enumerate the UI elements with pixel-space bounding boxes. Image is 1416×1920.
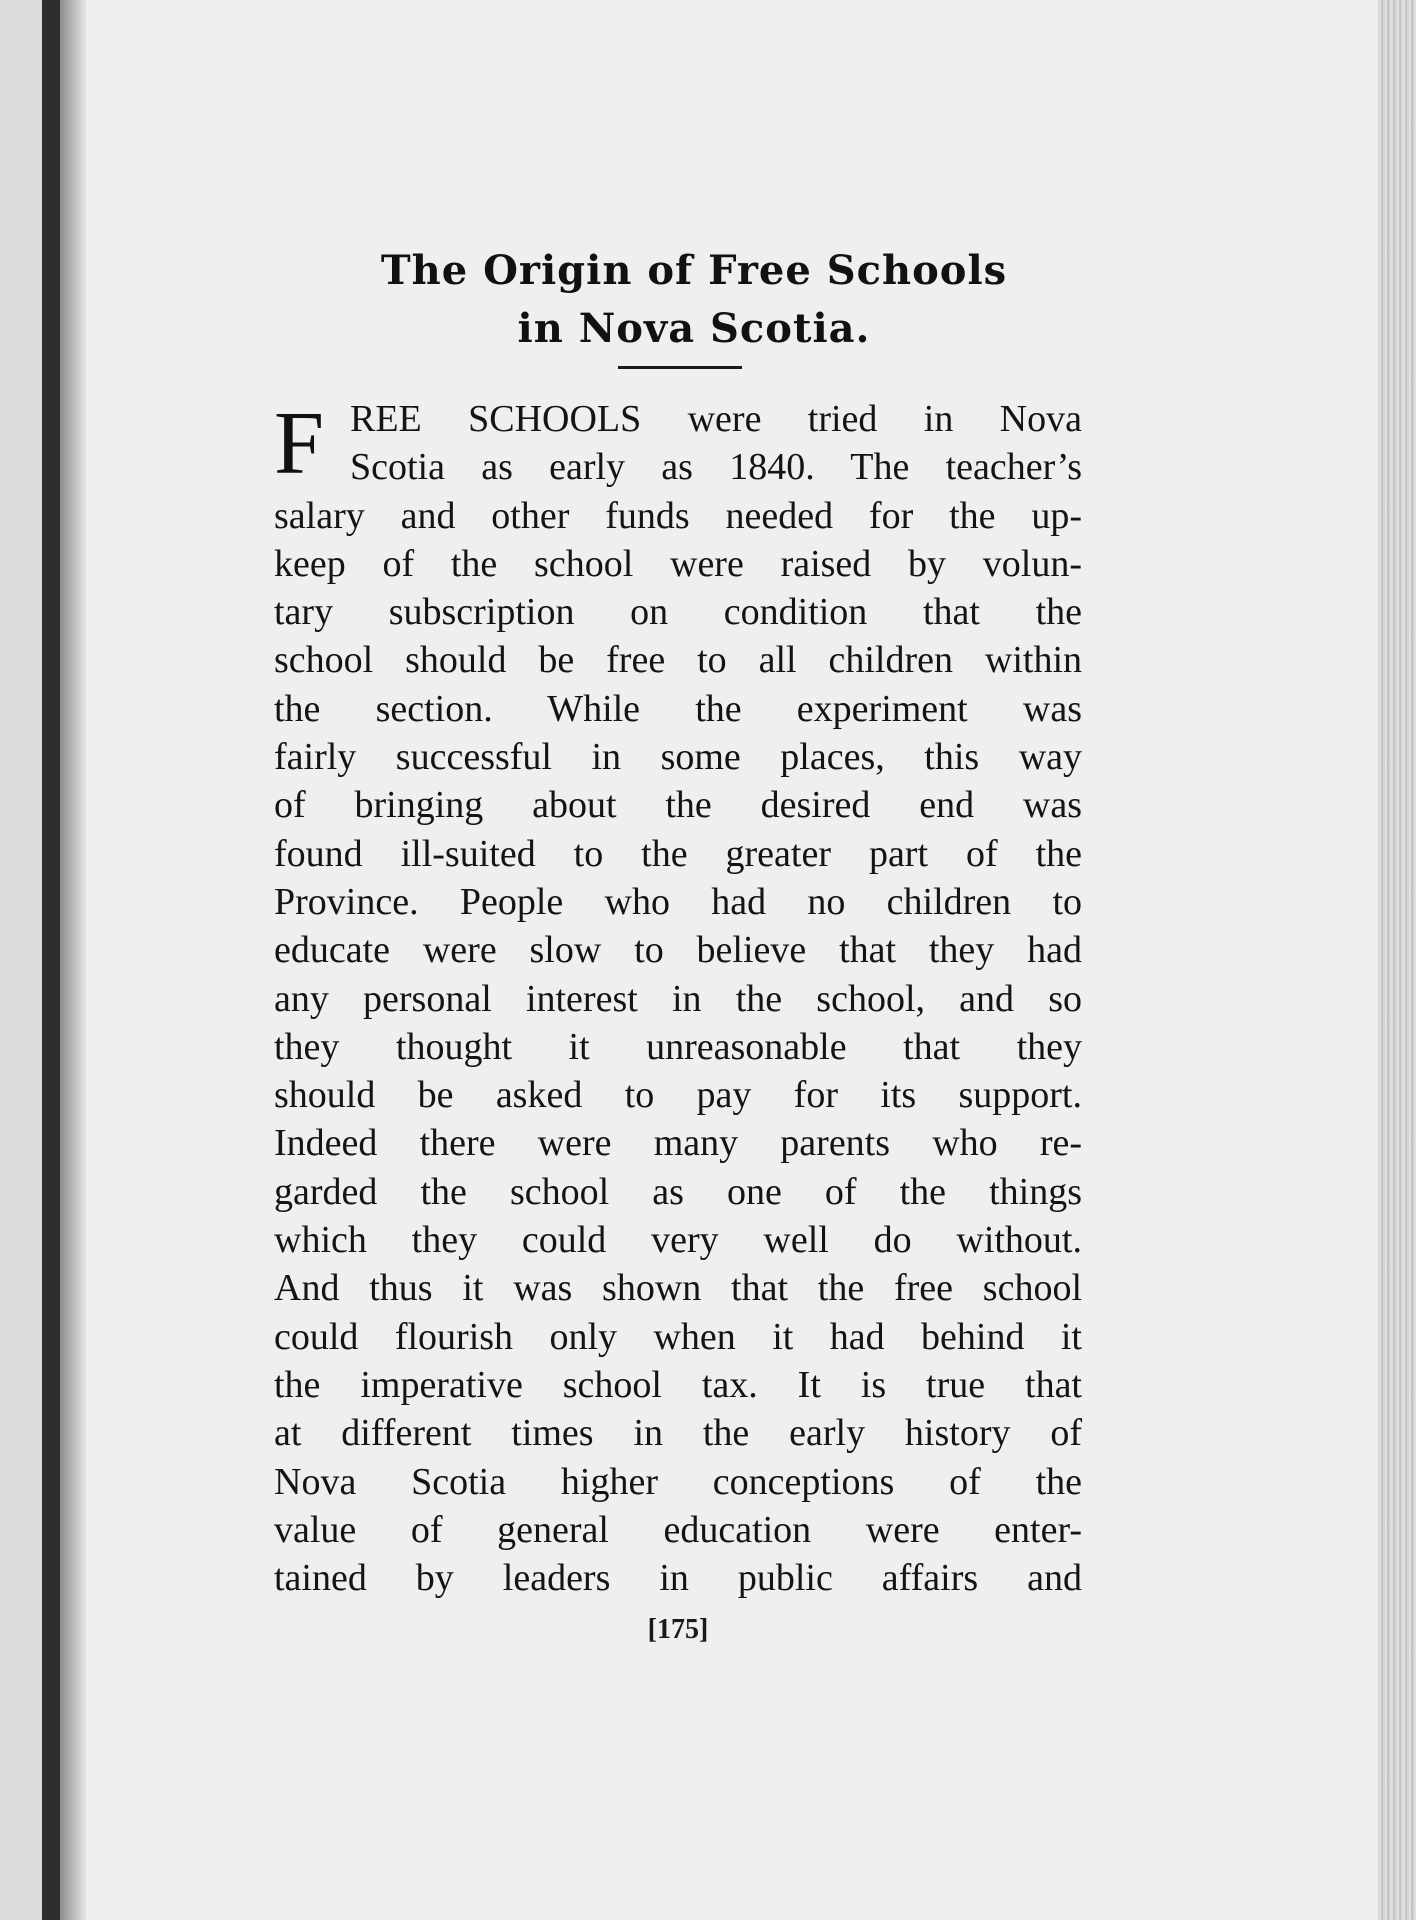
text-line: of bringing about the desired end was (274, 784, 1082, 827)
text-line: salary and other funds needed for the up- (274, 494, 1082, 537)
text-line: could flourish only when it had behind it (274, 1315, 1082, 1358)
text-line: at different times in the early history of (274, 1412, 1082, 1455)
page-title (200, 242, 1188, 358)
text-line: school should be free to all children within (274, 639, 1082, 682)
text-line: the section. While the experiment was (274, 687, 1082, 730)
text-line: Province. People who had no children to (274, 880, 1082, 923)
title-line-2: in Nova Scotia. (517, 305, 871, 352)
page-edge (1378, 0, 1416, 1920)
spine-shadow (60, 0, 86, 1920)
text-line: they thought it unreasonable that they (274, 1025, 1082, 1068)
text-line: fairly successful in some places, this way (274, 736, 1082, 779)
text-line: which they could very well do without. (274, 1219, 1082, 1262)
text-line: tary subscription on condition that the (274, 591, 1082, 634)
drop-cap: F (274, 394, 325, 493)
text-line: Indeed there were many parents who re- (274, 1122, 1082, 1165)
book-spine (42, 0, 60, 1920)
text-line: the imperative school tax. It is true that (274, 1363, 1082, 1406)
title-line-1: The Origin of Free Schools (380, 247, 1008, 294)
text-line: Nova Scotia higher conceptions of the (274, 1460, 1082, 1503)
text-line: tained by leaders in public affairs and (274, 1557, 1082, 1600)
page-number: [175] (647, 1614, 709, 1645)
text-line: value of general education were enter- (274, 1508, 1082, 1551)
text-line: Scotia as early as 1840. The teacher’s (350, 446, 1082, 489)
body-text (274, 395, 1082, 1602)
text-line: garded the school as one of the things (274, 1170, 1082, 1213)
text-line: keep of the school were raised by volun- (274, 542, 1082, 585)
text-line: And thus it was shown that the free school (274, 1267, 1082, 1310)
text-line: found ill-suited to the greater part of the (274, 832, 1082, 875)
text-line: any personal interest in the school, and so (274, 977, 1082, 1020)
text-line: should be asked to pay for its support. (274, 1074, 1082, 1117)
text-line: REE SCHOOLS were tried in Nova (350, 398, 1082, 440)
text-line: educate were slow to believe that they had (274, 929, 1082, 972)
title-rule (618, 366, 742, 369)
